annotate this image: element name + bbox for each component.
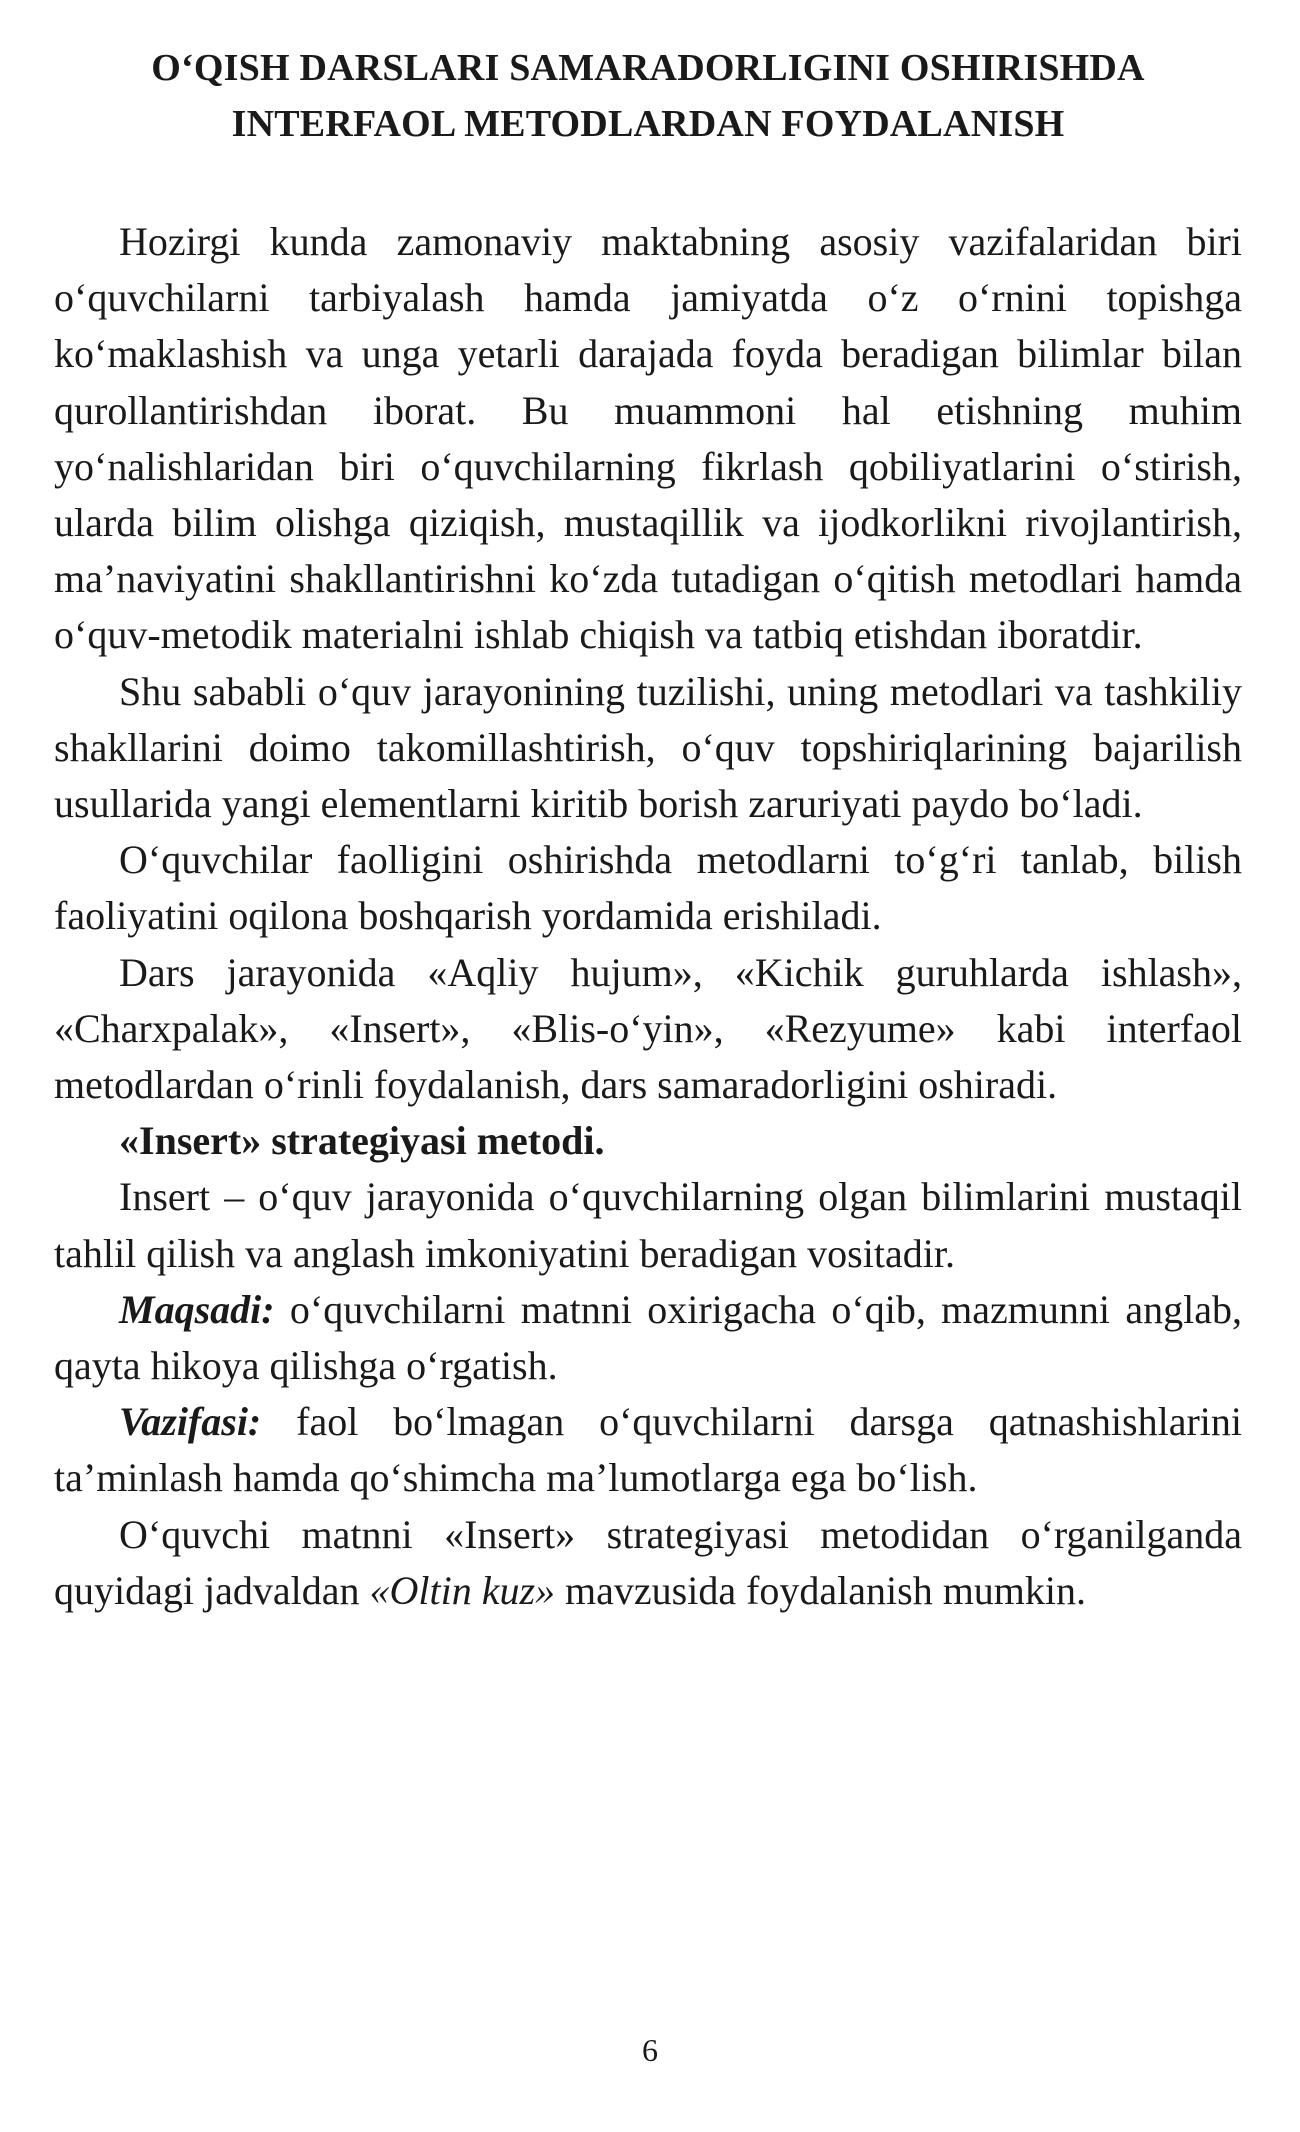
paragraph-methods: Dars jarayonida «Aqliy hujum», «Kichik guruhlarda ishlash», «Charxpalak», «Insert», «Blis-o‘yin», «Rezyume» kabi interfaol metodlardan o‘rinli foydalanish, dars samaradorligini oshiradi. <box>54 949 1242 1108</box>
goal-text: o‘quvchilarni matnni oxirigacha o‘qib, mazmunni anglab, qayta hikoya qilishga o‘rgatish. <box>54 1286 1242 1389</box>
page-content <box>54 40 1242 1619</box>
paragraph-goal <box>54 1282 1242 1394</box>
title-line-1: O‘QISH DARSLARI SAMARADORLIGINI OSHIRISHDA <box>151 47 1145 89</box>
usage-text-start: O‘quvchi matnni «Insert» strategiyasi metodidan o‘rganilganda quyidagi jadvaldan <box>54 1511 1242 1613</box>
paragraph-insert-definition: Insert – o‘quv jarayonida o‘quvchilarning olgan bilimlarini mustaqil tahlil qilish va anglash imkoniyatini beradigan vositadir. <box>54 1174 1242 1276</box>
task-text: faol bo‘lmagan o‘quvchilarni darsga qatnashishlarini ta’minlash hamda qo‘shimcha ma’lumotlarga ega bo‘lish. <box>54 1399 1242 1501</box>
paragraph-structure: Shu sababli o‘quv jarayonining tuzilishi, uning metodlari va tashkiliy shakllarini doimo takomillashtirish, o‘quv topshiriqlarining bajarilish usullarida yangi elementlarni kiritib borish zaruriyati paydo bo‘ladi. <box>54 668 1242 827</box>
goal-label: Maqsadi: <box>119 1286 275 1332</box>
paragraph-intro: Hozirgi kunda zamonaviy maktabning asosiy vazifalaridan biri o‘quvchilarni tarbiyalash hamda jamiyatda o‘z o‘rnini topishga ko‘maklashish va unga yetarli darajada foyda beradigan bilimlar bilan qurollantirishdan iborat. Bu muammoni hal etishning muhim yo‘nalishlaridan biri o‘quvchilarning fikrlash qobiliyatlarini o‘stirish, ularda bilim olishga qiziqish, mustaqillik va ijodkorlikni rivojlantirish, ma’naviyatini shakllantirishni ko‘zda tutadigan o‘qitish metodlari hamda o‘quv-metodik materialni ishlab chiqish va tatbiq etishdan iboratdir. <box>54 219 1242 658</box>
usage-text-end: mavzusida foydalanish mumkin. <box>555 1567 1087 1613</box>
title-line-2: INTERFAOL METODLARDAN FOYDALANISH <box>231 103 1065 145</box>
paragraph-task <box>54 1394 1242 1506</box>
section-heading-insert: «Insert» strategiyasi metodi. <box>119 1118 605 1164</box>
paragraph-activity: O‘quvchilar faolligini oshirishda metodlarni to‘g‘ri tanlab, bilish faoliyatini oqilona boshqarish yordamida erishiladi. <box>54 837 1242 939</box>
usage-topic: «Oltin kuz» <box>369 1567 556 1613</box>
paragraph-usage <box>54 1507 1242 1619</box>
task-label: Vazifasi: <box>119 1399 262 1445</box>
page-number: 6 <box>642 2032 658 2068</box>
page-title <box>54 40 1242 152</box>
